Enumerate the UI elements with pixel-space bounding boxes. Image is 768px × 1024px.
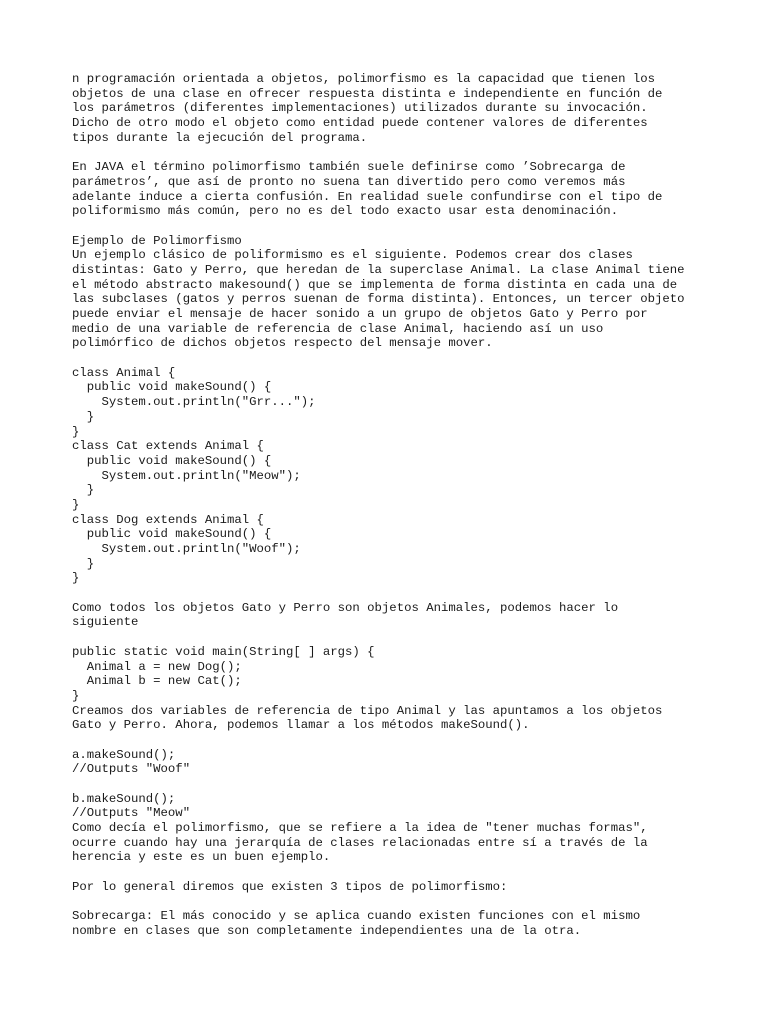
text-line: nombre en clases que son completamente independientes una de la otra. [72,923,582,938]
blank-line [72,865,712,880]
text-line: //Outputs "Woof" [72,762,191,777]
text-line: b.makeSound(); [72,791,176,806]
text-line: } [72,483,95,498]
text-line: class Dog extends Animal { [72,512,264,527]
text-line: medio de una variable de referencia de clase Animal, haciendo así un uso [72,321,604,336]
text-line: tipos durante la ejecución del programa. [72,130,368,145]
text-line: public void makeSound() { [72,527,272,542]
blank-line [72,351,712,366]
text-line: Dicho de otro modo el objeto como entidad puede contener valores de diferentes [72,116,648,131]
text-line: Por lo general diremos que existen 3 tipos de polimorfismo: [72,879,508,894]
text-line: el método abstracto makesound() que se implementa de forma distinta en cada una de [72,277,678,292]
text-line: public void makeSound() { [72,453,272,468]
text-line: n programación orientada a objetos, polimorfismo es la capacidad que tienen los [72,72,655,86]
text-line: public static void main(String[ ] args) { [72,644,375,659]
text-line: Como decía el polimorfismo, que se refiere a la idea de "tener muchas formas", [72,821,648,836]
text-line: a.makeSound(); [72,747,176,762]
text-line: } [72,571,80,586]
blank-line [72,895,712,910]
text-line: puede enviar el mensaje de hacer sonido a un grupo de objetos Gato y Perro por [72,307,648,321]
text-line: siguiente [72,615,139,630]
blank-line [72,586,712,601]
text-line: System.out.println("Grr..."); [72,395,316,410]
text-line: Gato y Perro. Ahora, podemos llamar a los métodos makeSound(). [72,718,530,733]
text-line: los parámetros (diferentes implementaciones) utilizados durante su invocación. [72,101,648,116]
text-line: distintas: Gato y Perro, que heredan de la superclase Animal. La clase Animal tiene [72,262,685,277]
text-line: las subclases (gatos y perros suenan de forma distinta). Entonces, un tercer objeto [72,292,685,307]
document-page [72,72,712,939]
blank-line [72,733,712,748]
text-line: adelante induce a cierta confusión. En realidad suele confundirse con el tipo de [72,189,663,204]
text-line: Un ejemplo clásico de poliformismo es el siguiente. Podemos crear dos clases [72,248,633,263]
text-line: class Animal { [72,365,176,380]
blank-line [72,219,712,234]
text-line: objetos de una clase en ofrecer respuesta distinta e independiente en función de [72,86,663,101]
text-line: Animal b = new Cat(); [72,674,242,689]
text-line: } [72,556,95,571]
text-line: ocurre cuando hay una jerarquía de clases relacionadas entre sí a través de la [72,835,648,850]
text-line: } [72,497,80,512]
blank-line [72,145,712,160]
blank-line [72,630,712,645]
text-line: poliformismo más común, pero no es del todo exacto usar esta denominación. [72,204,619,219]
text-line: polimórfico de dichos objetos respecto del mensaje mover. [72,336,493,351]
blank-line [72,777,712,792]
text-line: Creamos dos variables de referencia de tipo Animal y las apuntamos a los objetos [72,703,663,718]
text-line: System.out.println("Woof"); [72,542,301,556]
text-line: Ejemplo de Polimorfismo [72,233,242,248]
text-line: System.out.println("Meow"); [72,468,301,483]
text-line: parámetros’, que así de pronto no suena tan divertido pero como veremos más [72,174,626,189]
text-line: } [72,424,80,439]
text-line: Sobrecarga: El más conocido y se aplica cuando existen funciones con el mismo [72,909,641,924]
text-line: } [72,688,80,703]
text-line: Como todos los objetos Gato y Perro son objetos Animales, podemos hacer lo [72,600,619,615]
text-line: } [72,409,95,424]
text-line: public void makeSound() { [72,380,272,395]
text-line: //Outputs "Meow" [72,806,191,821]
text-line: En JAVA el término polimorfismo también suele definirse como ’Sobrecarga de [72,160,626,175]
text-line: Animal a = new Dog(); [72,659,242,674]
text-line: class Cat extends Animal { [72,439,264,454]
text-line: herencia y este es un buen ejemplo. [72,850,331,865]
